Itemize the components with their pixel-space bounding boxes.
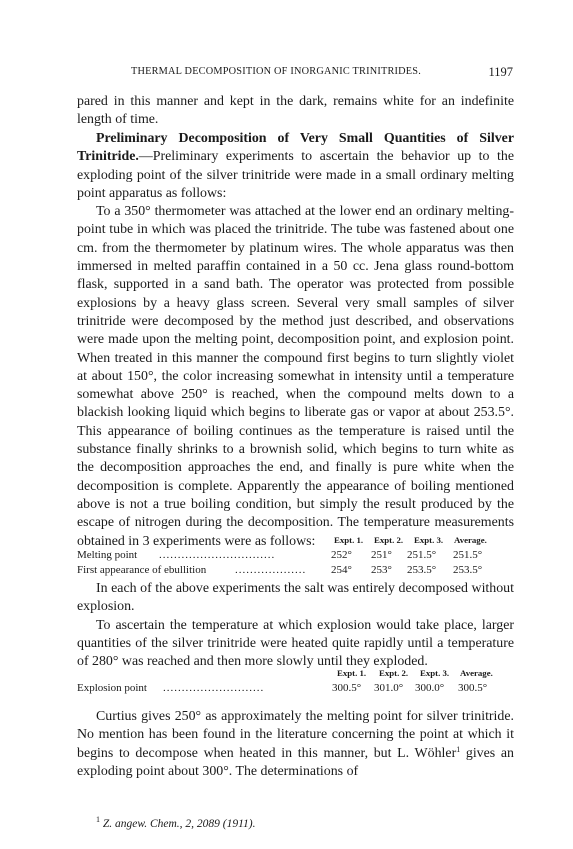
section-paragraph — [77, 130, 514, 551]
cell-value: 301.0° — [374, 682, 404, 694]
row-label: Melting point — [77, 549, 138, 561]
cell-value: 251° — [371, 549, 392, 561]
table-row — [77, 564, 514, 578]
cell-value: 300.0° — [415, 682, 445, 694]
paragraph-1: pared in this manner and kept in the dark, remains white for an indefinite length of time. — [77, 94, 514, 128]
cell-value: 251.5° — [407, 549, 437, 561]
paragraph-continuation — [77, 93, 514, 130]
dot-leader: ................... — [235, 564, 307, 576]
paragraph-6-part-b: gives an exploding point about 300°. The determinations of — [77, 745, 514, 779]
final-paragraph — [77, 708, 514, 781]
table-row — [77, 549, 514, 563]
footnote — [96, 815, 256, 830]
paragraph-3: To a 350° thermometer was attached at the lower end an ordinary melting-point tube in which was placed the trinitride. The tube was fastened about one cm. from the thermometer by platinum wires. The whole apparatus was then immersed in melted paraffin contained in a 50 cc. Jena glass round-bottom flask, supported in a sand bath. The operator was protected from possible explosions by a heavy glass screen. Several very small samples of silver trinitride were decomposed by the method just described, and observations were made upon the melting point, decomposition point, and explosion point. When treated in this manner the compound first begins to turn slightly violet at about 150°, the color increasing somewhat in intensity until a temperature somewhat above 250° is reached, when the compound melts down to a blackish looking liquid which begins to liberate gas or vapor at about 253.5°. This appearance of boiling continues as the temperature is raised until the substance finally shrinks to a brownish solid, which begins to turn white as the decomposition approaches the end, and finally is pure white when the decomposition is complete. Apparently the appearance of boiling mentioned above is not a true boiling condition, but simply the result produced by the escape of nitrogen during the decomposition. The temperature measurements obtained in 3 experiments were as follows: — [77, 204, 514, 549]
paragraph-2 — [77, 130, 514, 203]
paragraph-2-body: —Preliminary experiments to ascertain the behavior up to the exploding point of the silver trinitride were made in a small ordinary melting point apparatus as follows: — [77, 149, 514, 201]
cell-value: 300.5° — [332, 682, 362, 694]
cell-value: 251.5° — [453, 549, 483, 561]
table1-header-3: Expt. 3. — [414, 535, 444, 545]
cell-value: 253° — [371, 564, 392, 576]
footnote-reference[interactable]: 1 — [456, 744, 461, 754]
cell-value: 253.5° — [453, 564, 483, 576]
page-number: 1197 — [488, 65, 513, 79]
dot-leader: ............................... — [159, 549, 276, 561]
table2-header-1: Expt. 1. — [337, 668, 367, 678]
table1-header-1: Expt. 1. — [334, 535, 364, 545]
footnote-text: Z. angew. Chem., 2, 2089 (1911). — [102, 818, 256, 830]
post-table-text — [77, 580, 514, 671]
running-title: THERMAL DECOMPOSITION OF INORGANIC TRINITRIDES. — [131, 66, 421, 77]
table1-header-2: Expt. 2. — [374, 535, 404, 545]
running-header — [131, 66, 513, 80]
cell-value: 300.5° — [458, 682, 488, 694]
table-row — [77, 682, 514, 696]
table2-header-3: Expt. 3. — [420, 668, 450, 678]
cell-value: 252° — [331, 549, 352, 561]
footnote-marker: 1 — [96, 815, 100, 824]
cell-value: 254° — [331, 564, 352, 576]
dot-leader: ........................... — [163, 682, 265, 694]
row-label: First appearance of ebullition — [77, 564, 207, 576]
paragraph-5: To ascertain the temperature at which explosion would take place, larger quantities of the silver trinitride were heated quite rapidly until a temperature of 280° was reached and then more slowly until they exploded. — [77, 617, 514, 670]
table2-header-4: Average. — [460, 668, 493, 678]
table2-header-2: Expt. 2. — [379, 668, 409, 678]
row-label: Explosion point — [77, 682, 147, 694]
cell-value: 253.5° — [407, 564, 437, 576]
paragraph-6-part-a: Curtius gives 250° as approximately the melting point for silver trinitride. No mention has been found in the literature concerning the point at which it begins to decompose when heated in this manner, but L. Wöhler — [77, 709, 514, 761]
paragraph-4: In each of the above experiments the salt was entirely decomposed without explosion. — [77, 581, 514, 615]
section-heading: Preliminary Decomposition of Very Small Quantities of Silver Trinitride. — [77, 131, 514, 165]
table1-header-4: Average. — [454, 535, 487, 545]
paragraph-6 — [77, 708, 514, 781]
